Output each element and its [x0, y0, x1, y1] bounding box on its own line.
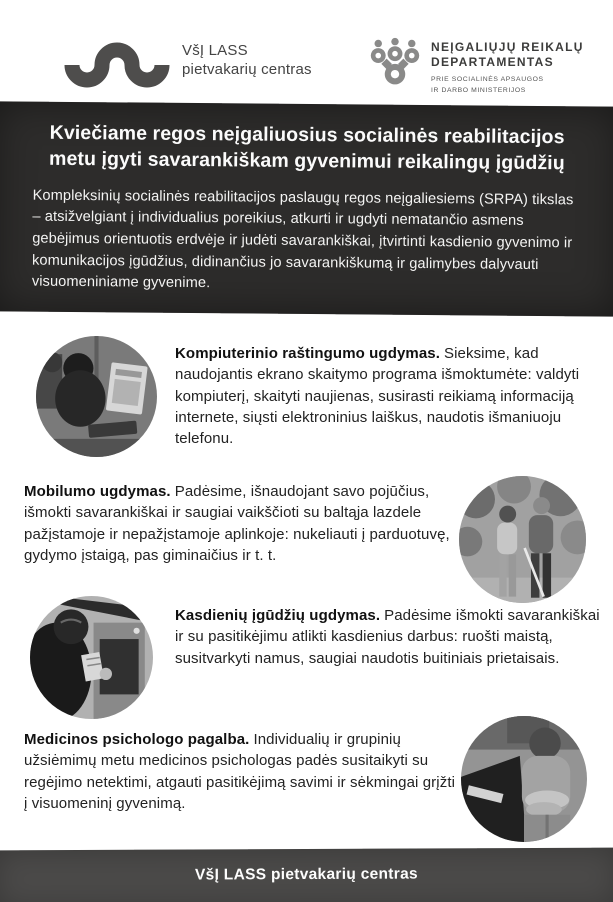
section-heading: Kasdienių įgūdžių ugdymas. — [175, 607, 381, 624]
headline-banner — [0, 101, 613, 316]
department-logo — [367, 36, 584, 96]
photo-walking-with-cane — [459, 476, 586, 603]
photo-computer-training — [36, 336, 157, 457]
photo-daily-skills — [30, 596, 153, 719]
section-mobility — [24, 481, 462, 566]
lass-logo — [64, 33, 312, 89]
department-people-ornament-icon — [367, 36, 423, 90]
section-heading: Medicinos psichologo pagalba. — [24, 731, 250, 748]
department-sub-line1: PRIE SOCIALINĖS APSAUGOS — [431, 76, 544, 83]
section-daily-skills — [175, 605, 603, 669]
section-body: Padėsime išmokti savarankiškai ir su pasitikėjimu atlikti kasdienius darbus: ruošti maistą, susitvarkyti namus, saugiai naudotis buitiniais prietaisais. — [175, 607, 600, 667]
section-body: Individualių ir grupinių užsiėmimų metu medicinos psichologas padės susitaikyti su regėjimo netektimi, atgauti pasitikėjimą savimi ir sėkmingai grįžti į visuomeninį gyvenimą. — [24, 731, 456, 812]
department-sub-line2: IR DARBO MINISTERIJOS — [431, 87, 526, 95]
department-name-line1: NEĮGALIŲJŲ REIKALŲ — [431, 40, 584, 54]
department-name-line2: DEPARTAMENTAS — [431, 55, 554, 69]
headline-title: Kviečiame regos neįgaliuosius socialinės reabilitacijos metu įgyti savarankiškam gyvenimui reikalingų įgūdžių — [48, 121, 565, 175]
section-body: Padėsime, išnaudojant savo pojūčius, išmokti savarankiškai ir saugiai vaikščioti su baltąja lazdele pažįstamoje ir nepažįstamoje aplinkoje: nukeliauti į parduotuvę, gydymo įstaigą, pas giminaičius ir t. t. — [24, 483, 450, 564]
section-heading: Kompiuterinio raštingumo ugdymas. — [175, 345, 440, 362]
footer-label: VšĮ LASS pietvakarių centras — [194, 865, 418, 884]
lass-title: VšĮ LASS — [182, 42, 248, 60]
photo-psychologist-session — [461, 716, 587, 842]
footer-banner — [0, 848, 613, 902]
lass-logo-text — [182, 42, 312, 80]
section-computer-literacy — [175, 343, 599, 449]
lass-double-wave-icon — [64, 33, 172, 89]
headline-description: Kompleksinių socialinės reabilitacijos paslaugų regos neįgaliesiems (SRPA) tikslas – atsižvelgiant į individualius poreikius, atkurti ir ugdyti nematančio asmens gebėjimus orientuotis erdvėje ir judėti savarankiškai, įtvirtinti kasdienio gyvenimo ir komunikacijos įgūdžius, didinančius jo savarankiškumą ir galimybes dalyvauti visuomeniniame gyvenime. — [31, 187, 574, 292]
section-body: Sieksime, kad naudojantis ekrano skaitymo programa išmoktumėte: valdyti kompiuterį, skaityti naujienas, susirasti reikiamą informaciją internete, siųsti elektroninius laiškus, naudotis išmaniuoju telefonu. — [175, 345, 580, 448]
department-logo-text — [431, 40, 584, 96]
section-heading: Mobilumo ugdymas. — [24, 483, 171, 500]
lass-subtitle: pietvakarių centras — [182, 61, 312, 78]
section-psychologist — [24, 729, 456, 814]
